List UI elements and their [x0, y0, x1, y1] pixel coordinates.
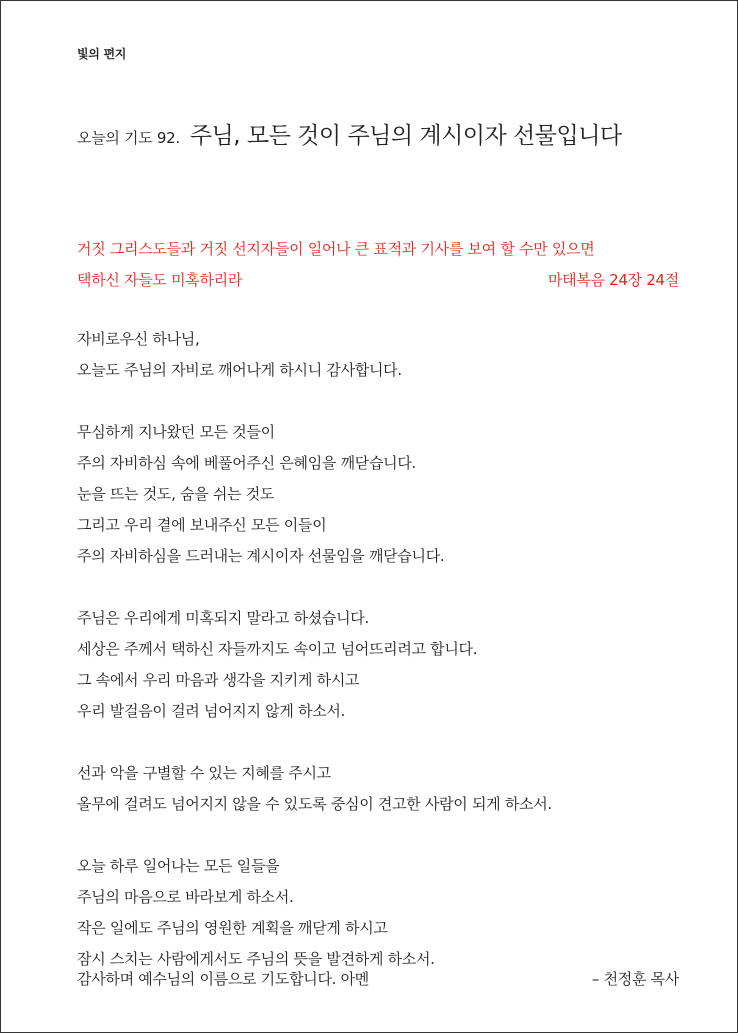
prayer-line: 잠시 스치는 사람에게서도 주님의 뜻을 발견하게 하소서.	[77, 950, 435, 968]
author-signature: – 천정훈 목사	[591, 970, 679, 988]
closing-prayer: 감사하며 예수님의 이름으로 기도합니다. 아멘	[77, 970, 369, 988]
prayer-line: 우리 발걸음이 걸려 넘어지지 않게 하소서.	[77, 702, 346, 720]
prayer-stanza	[77, 761, 679, 823]
prayer-line: 그 속에서 우리 마음과 생각을 지키게 하시고	[77, 671, 360, 689]
prayer-line: 오늘 하루 일어나는 모든 일들을	[77, 857, 280, 875]
prayer-heading: 주님, 모든 것이 주님의 계시이자 선물입니다	[189, 123, 622, 149]
prayer-line: 세상은 주께서 택하신 자들까지도 속이고 넘어뜨리려고 합니다.	[77, 640, 478, 658]
prayer-line: 주님의 마음으로 바라보게 하소서.	[77, 888, 294, 906]
prayer-line: 주님은 우리에게 미혹되지 말라고 하셨습니다.	[77, 609, 369, 627]
prayer-number: 오늘의 기도 92.	[77, 129, 180, 147]
prayer-body	[77, 327, 679, 1009]
prayer-line: 주의 자비하심 속에 베풀어주신 은혜임을 깨닫습니다.	[77, 454, 416, 472]
scripture-verse	[77, 237, 679, 299]
prayer-line: 무심하게 지나왔던 모든 것들이	[77, 423, 275, 441]
brand-name: 빛의 편지	[77, 47, 127, 61]
prayer-stanza	[77, 854, 679, 978]
prayer-stanza	[77, 606, 679, 730]
prayer-line: 그리고 우리 곁에 보내주신 모든 이들이	[77, 516, 327, 534]
prayer-stanza	[77, 327, 679, 389]
prayer-line: 올무에 걸려도 넘어지지 않을 수 있도록 중심이 견고한 사람이 되게 하소서.	[77, 795, 552, 813]
closing-row	[77, 967, 679, 991]
verse-line-last	[77, 268, 679, 299]
prayer-line: 오늘도 주님의 자비로 깨어나게 하시니 감사합니다.	[77, 361, 402, 379]
verse-reference: 마태복음 24장 24절	[547, 271, 679, 289]
prayer-line: 자비로우신 하나님,	[77, 330, 200, 348]
verse-line: 거짓 그리스도들과 거짓 선지자들이 일어나 큰 표적과 기사를 보여 할 수만 있으면	[77, 240, 595, 258]
verse-line: 택하신 자들도 미혹하리라	[77, 271, 243, 289]
prayer-stanza	[77, 420, 679, 575]
prayer-line: 작은 일에도 주님의 영원한 계획을 깨닫게 하시고	[77, 919, 388, 937]
prayer-line: 눈을 뜨는 것도, 숨을 쉬는 것도	[77, 485, 275, 503]
prayer-title	[77, 117, 622, 150]
prayer-line: 주의 자비하심을 드러내는 계시이자 선물임을 깨닫습니다.	[77, 547, 445, 565]
prayer-line: 선과 악을 구별할 수 있는 지혜를 주시고	[77, 764, 331, 782]
